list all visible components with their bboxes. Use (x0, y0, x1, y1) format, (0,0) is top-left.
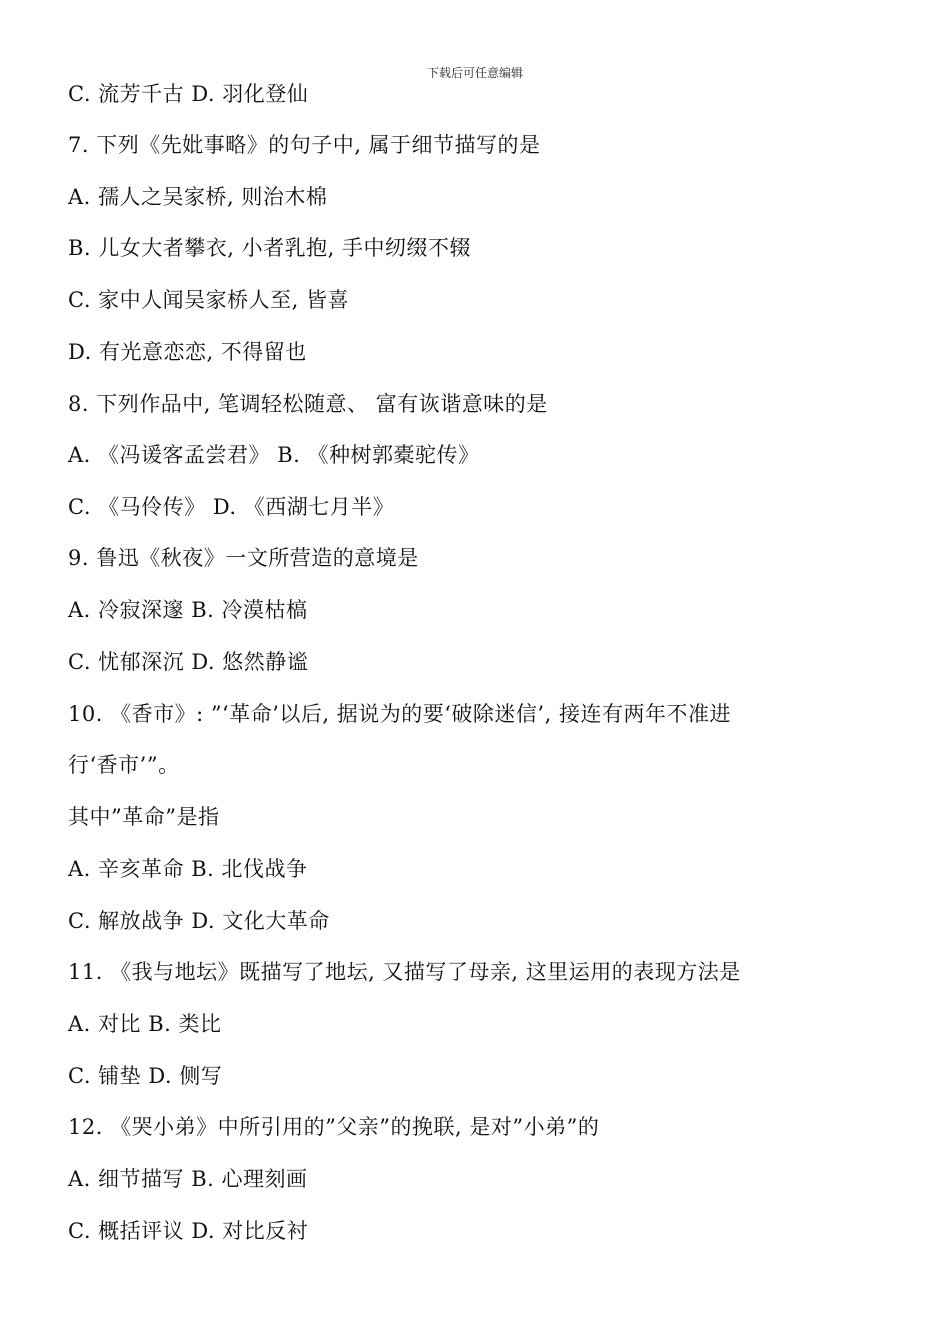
option-line-9ab: A. 冷寂深邃 B. 冷漠枯槁 (68, 598, 308, 622)
option-line-8cd: C. 《马伶传》 D. 《西湖七月半》 (68, 495, 395, 519)
option-line-10ab: A. 辛亥革命 B. 北伐战争 (68, 857, 308, 881)
question-12: 12. 《哭小弟》中所引用的”父亲”的挽联, 是对”小弟”的 (68, 1115, 600, 1139)
option-line-7d: D. 有光意恋恋, 不得留也 (68, 340, 307, 364)
option-line-7a: A. 孺人之吴家桥, 则治木棉 (68, 185, 328, 209)
option-line-7b: B. 儿女大者攀衣, 小者乳抱, 手中纫缀不辍 (68, 236, 471, 260)
question-11: 11. 《我与地坛》既描写了地坛, 又描写了母亲, 这里运用的表现方法是 (68, 960, 741, 984)
option-line-11ab: A. 对比 B. 类比 (68, 1012, 222, 1036)
option-line-7c: C. 家中人闻吴家桥人至, 皆喜 (68, 288, 350, 312)
question-10-line-1: 10. 《香市》: ”‘革命’以后, 据说为的要‘破除迷信’, 接连有两年不准进 (68, 702, 731, 726)
question-9: 9. 鲁迅《秋夜》一文所营造的意境是 (68, 546, 419, 570)
option-line-11cd: C. 铺垫 D. 侧写 (68, 1064, 223, 1088)
option-line-6cd: C. 流芳千古 D. 羽化登仙 (68, 82, 309, 106)
option-line-12ab: A. 细节描写 B. 心理刻画 (68, 1167, 308, 1191)
option-line-9cd: C. 忧郁深沉 D. 悠然静谧 (68, 650, 309, 674)
option-line-12cd: C. 概括评议 D. 对比反衬 (68, 1219, 309, 1243)
question-10-line-3: 其中”革命”是指 (68, 805, 220, 829)
question-7: 7. 下列《先妣事略》的句子中, 属于细节描写的是 (68, 133, 541, 157)
option-line-8ab: A. 《冯谖客孟尝君》 B. 《种树郭橐驼传》 (68, 443, 480, 467)
question-8: 8. 下列作品中, 笔调轻松随意、 富有诙谐意味的是 (68, 392, 548, 416)
option-line-10cd: C. 解放战争 D. 文化大革命 (68, 909, 330, 933)
question-10-line-2: 行‘香市’”。 (68, 753, 180, 777)
header-note: 下载后可任意编辑 (426, 66, 523, 80)
